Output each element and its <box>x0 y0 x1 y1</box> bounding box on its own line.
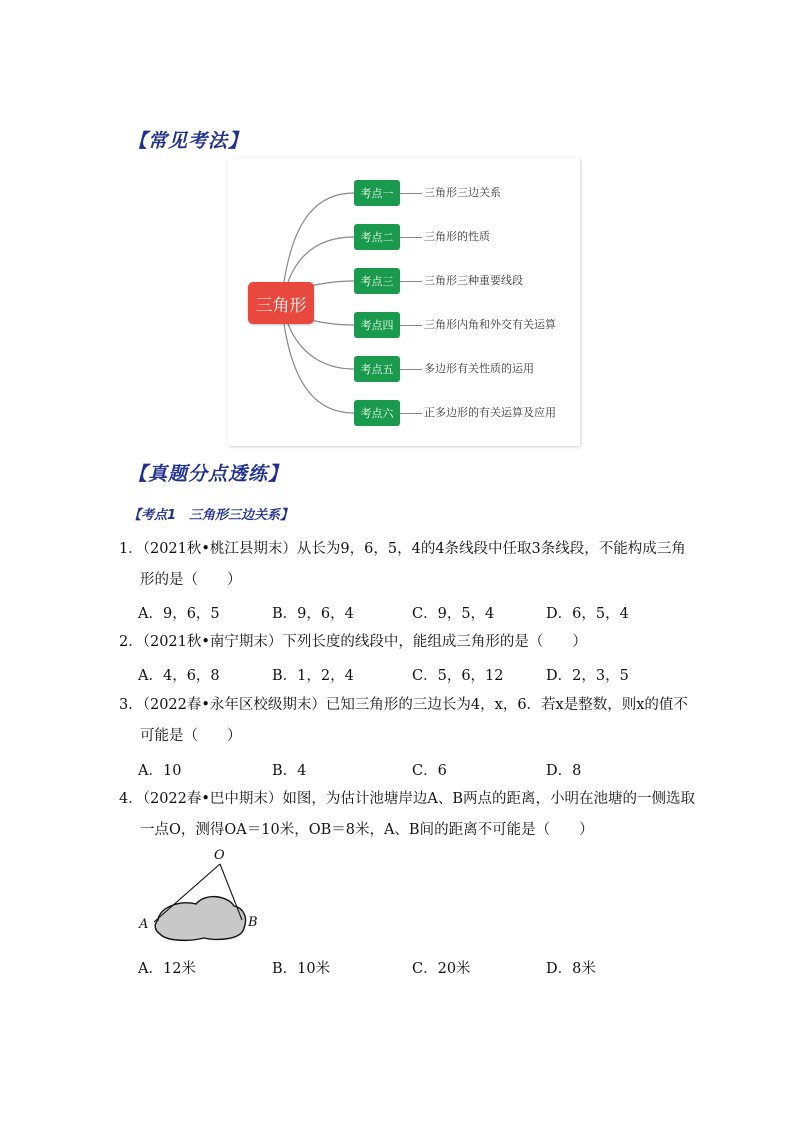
pond-figure <box>130 842 270 947</box>
mindmap-node-4: 考点四 <box>354 312 400 338</box>
question-4-option-b: B．10米 <box>272 961 331 977</box>
question-1-option-d: D．6，5，4 <box>546 606 629 622</box>
question-3-line-2: 可能是（ ） <box>140 728 242 744</box>
mindmap-link-2 <box>400 237 422 238</box>
question-4-line-1: 4．（2022春•巴中期末）如图，为估计池塘岸边A、B两点的距离，小明在池塘的一侧选取 <box>119 791 696 807</box>
label-o: O <box>214 848 225 863</box>
question-4-option-c: C．20米 <box>412 961 471 977</box>
question-4-line-2: 一点O，测得OA＝10米，OB＝8米，A、B间的距离不可能是（ ） <box>140 822 594 838</box>
mindmap-leaf-4: 三角形内角和外交有关运算 <box>424 318 556 331</box>
question-3-option-d: D．8 <box>546 763 582 779</box>
mindmap-node-5: 考点五 <box>354 356 400 382</box>
subsection-title-point1: 【考点1 三角形三边关系】 <box>128 508 294 523</box>
question-1-option-a: A．9，6，5 <box>138 606 220 622</box>
mindmap-leaf-2: 三角形的性质 <box>424 230 490 243</box>
mindmap <box>228 158 580 446</box>
mindmap-leaf-5: 多边形有关性质的运用 <box>424 362 534 375</box>
question-2-line-1: 2．（2021秋•南宁期末）下列长度的线段中，能组成三角形的是（ ） <box>119 634 587 650</box>
mindmap-node-1: 考点一 <box>354 180 400 206</box>
question-3-line-1: 3．（2022春•永年区校级期末）已知三角形的三边长为4，x，6．若x是整数，则x的值不 <box>119 697 688 713</box>
mindmap-leaf-6: 正多边形的有关运算及应用 <box>424 406 556 419</box>
question-1-line-2: 形的是（ ） <box>140 572 242 588</box>
mindmap-link-1 <box>400 193 422 194</box>
mindmap-leaf-1: 三角形三边关系 <box>424 186 501 199</box>
mindmap-node-6: 考点六 <box>354 400 400 426</box>
question-2-option-d: D．2，3，5 <box>546 668 629 684</box>
mindmap-link-6 <box>400 413 422 414</box>
mindmap-leaf-3: 三角形三种重要线段 <box>424 274 523 287</box>
mindmap-link-5 <box>400 369 422 370</box>
question-2-option-c: C．5，6，12 <box>412 668 504 684</box>
mindmap-link-4 <box>400 325 422 326</box>
question-3-option-c: C．6 <box>412 763 447 779</box>
label-a: A <box>139 917 149 932</box>
section-title-common: 【常见考法】 <box>128 130 249 152</box>
question-2-option-a: A．4，6，8 <box>138 668 220 684</box>
question-2-option-b: B．1，2，4 <box>272 668 354 684</box>
section-title-practice: 【真题分点透练】 <box>128 463 289 485</box>
question-4-option-a: A．12米 <box>138 961 196 977</box>
mindmap-link-3 <box>400 281 422 282</box>
mindmap-root: 三角形 <box>248 282 314 324</box>
question-4-option-d: D．8米 <box>546 961 596 977</box>
question-3-option-b: B．4 <box>272 763 307 779</box>
pond-shape <box>155 897 245 941</box>
label-b: B <box>248 915 258 930</box>
question-1-option-c: C．9，5，4 <box>412 606 495 622</box>
question-1-option-b: B．9，6，4 <box>272 606 354 622</box>
question-1-line-1: 1．（2021秋•桃江县期末）从长为9，6，5，4的4条线段中任取3条线段，不能构成三角 <box>119 541 686 557</box>
question-3-option-a: A．10 <box>138 763 182 779</box>
mindmap-node-2: 考点二 <box>354 224 400 250</box>
mindmap-node-3: 考点三 <box>354 268 400 294</box>
